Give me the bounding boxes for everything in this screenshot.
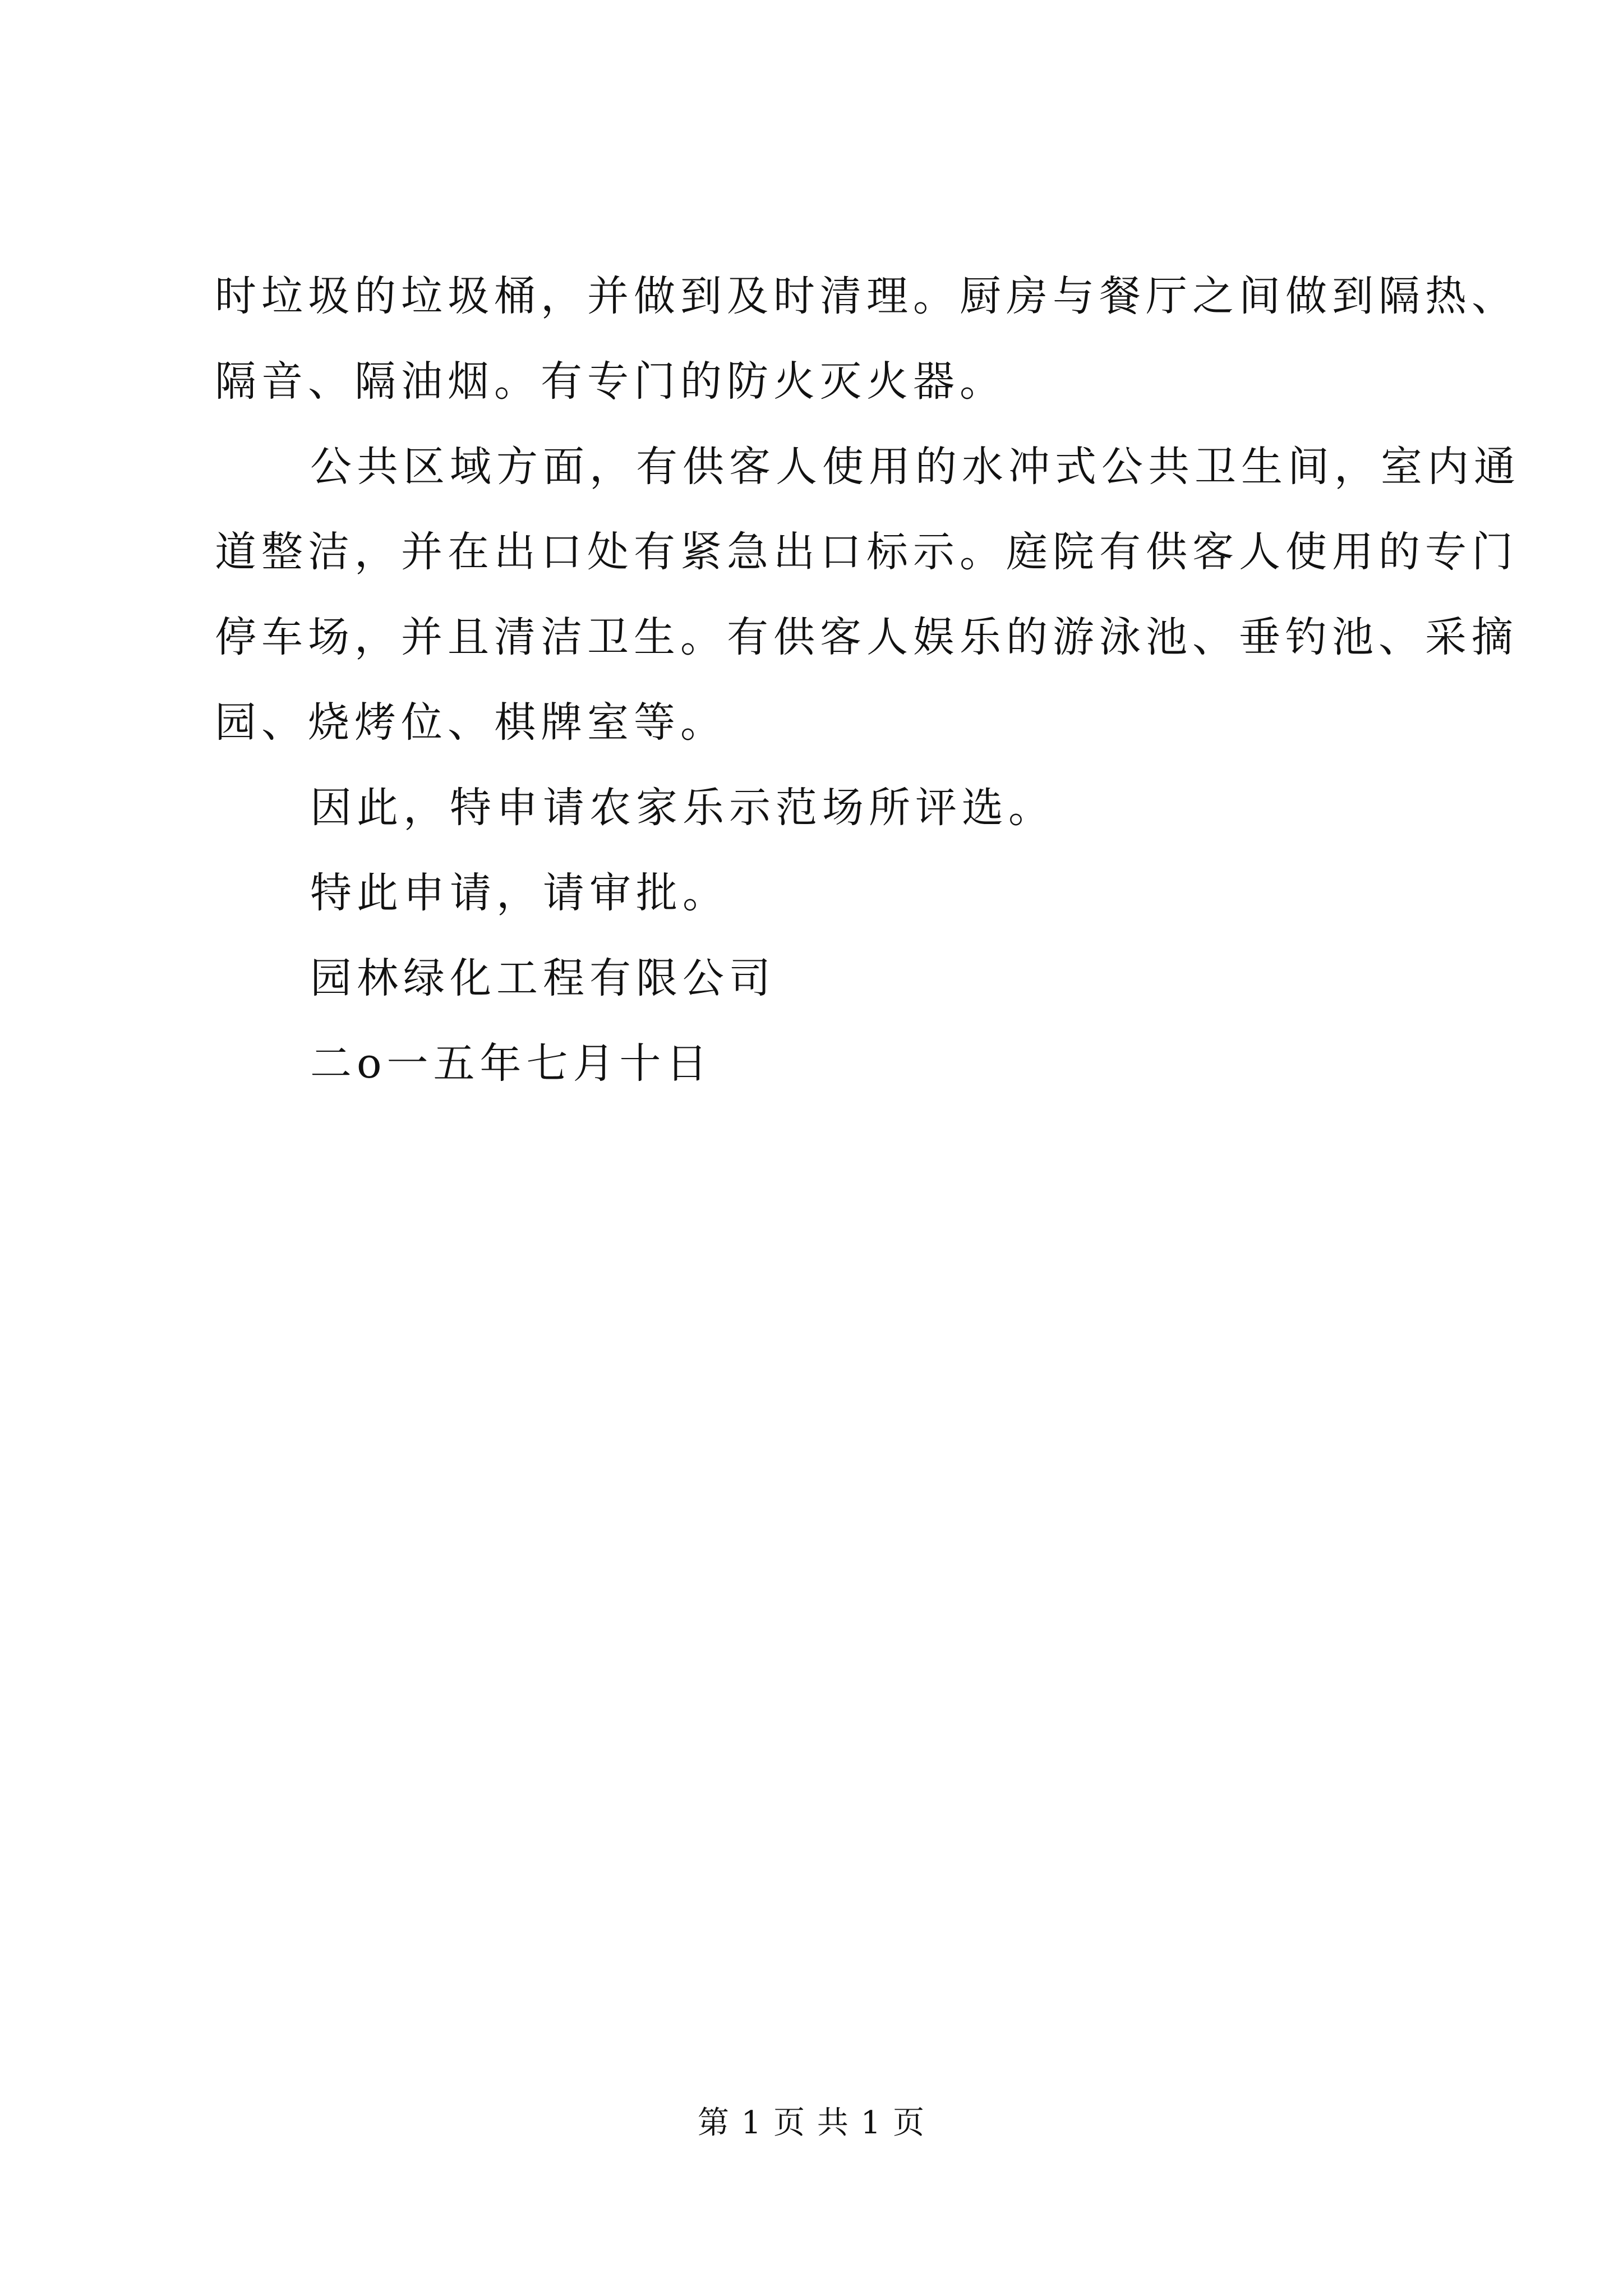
paragraph-line: 园、烧烤位、棋牌室等。 (215, 698, 727, 747)
paragraph-line: 公共区域方面，有供客人使用的水冲式公共卫生间，室内通 (310, 443, 1520, 491)
page-footer: 第 1 页 共 1 页 (697, 2105, 926, 2141)
paragraph-line: 时垃圾的垃圾桶，并做到及时清理。厨房与餐厅之间做到隔热、 (215, 272, 1518, 320)
paragraph-line: 因此，特申请农家乐示范场所评选。 (310, 784, 1055, 832)
signature-date: 二o一五年七月十日 (310, 1039, 713, 1088)
signature-company: 园林绿化工程有限公司 (310, 954, 776, 1002)
paragraph-line: 停车场，并且清洁卫生。有供客人娱乐的游泳池、垂钓池、采摘 (215, 613, 1518, 661)
document-body (215, 254, 1520, 1106)
closing-line: 特此申请，请审批。 (310, 869, 729, 917)
paragraph-line: 道整洁，并在出口处有紧急出口标示。庭院有供客人使用的专门 (215, 528, 1518, 576)
paragraph-line: 隔音、隔油烟。有专门的防火灭火器。 (215, 357, 1006, 406)
